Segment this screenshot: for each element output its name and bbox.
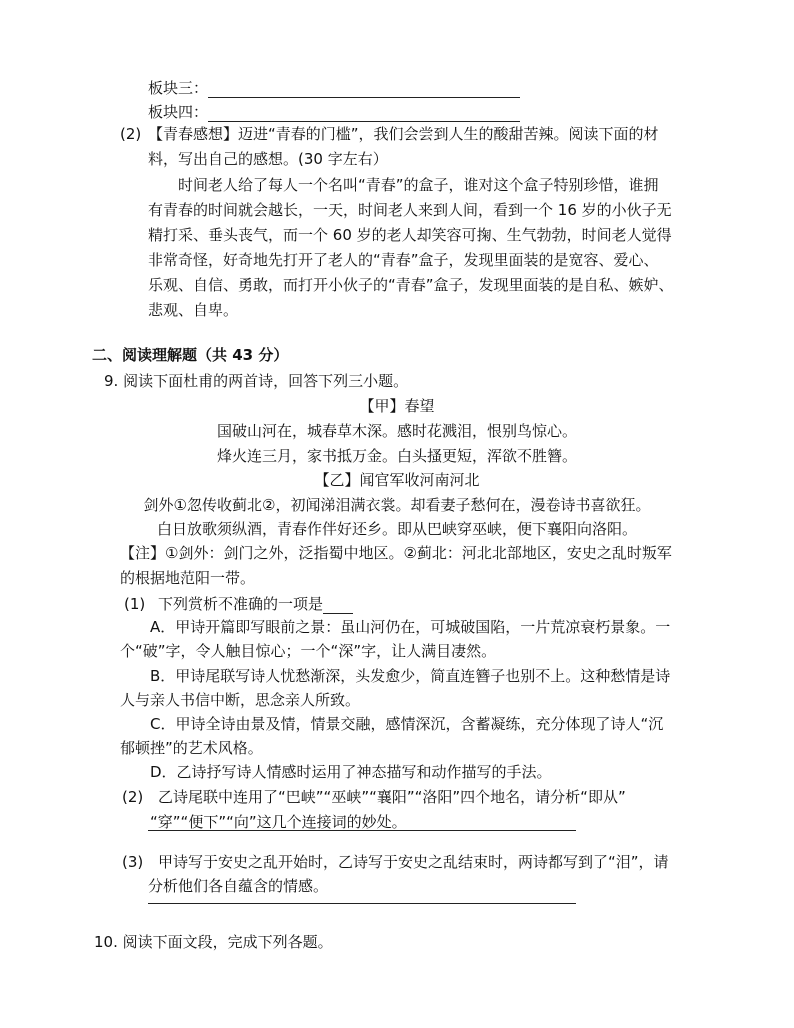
block3-label: 板块三： [148,79,209,97]
sub1-number: (1) [124,595,146,613]
passage-line: 非常奇怪，好奇地先打开了老人的“青春”盒子，发现里面装的是宽容、爱心、 [148,251,659,269]
passage-line: 时间老人给了每人一个名叫“青春”的盒子，谁对这个盒子特别珍惜，谁拥 [178,176,659,194]
poem2-title: 【乙】闻官军收河南河北 [314,471,480,489]
poem1-line: 烽火连三月，家书抵万金。白头搔更短，浑欲不胜簪。 [216,447,577,465]
poem2-line: 白日放歌须纵酒，青春作伴好还乡。即从巴峡穿巫峡，便下襄阳向洛阳。 [156,520,637,538]
q2-prompt-line1: 【青春感想】迈进“青春的门槛”，我们会尝到人生的酸甜苦辣。阅读下面的材 [148,125,659,143]
option-b-line2: 人与亲人书信中断，思念亲人所致。 [120,691,361,709]
sub3-prompt-line1: 甲诗写于安史之乱开始时，乙诗写于安史之乱结束时，两诗都写到了“泪”，请 [158,853,669,871]
q2-prompt-line2: 料，写出自己的感想。(30 字左右） [148,150,388,168]
option-a-line2: 个“破”字，令人触目惊心；一个“深”字，让人满目凄然。 [120,642,497,660]
poem1-line: 国破山河在，城春草木深。感时花溅泪，恨别鸟惊心。 [216,422,577,440]
option-b-line1: B．甲诗尾联写诗人忧愁渐深，头发愈少，简直连簪子也别不上。这种愁情是诗 [150,667,671,685]
poem1-title: 【甲】春望 [359,397,435,415]
passage-line: 有青春的时间就会越长，一天，时间老人来到人间，看到一个 16 岁的小伙子无 [148,201,672,219]
sub3-prompt-line2: 分析他们各自蕴含的情感。 [148,877,329,895]
q9-intro: 9. 阅读下面杜甫的两首诗，回答下列三小题。 [104,372,409,390]
poem2-line: 剑外①忽传收蓟北②，初闻涕泪满衣裳。却看妻子愁何在，漫卷诗书喜欲狂。 [143,496,651,514]
option-c-line2: 郁顿挫”的艺术风格。 [120,739,263,757]
sub2-number: (2) [122,788,144,806]
option-a-line1: A．甲诗开篇即写眼前之景：虽山河仍在，可城破国陷，一片荒凉衰朽景象。一 [150,618,671,636]
sub1-prompt: 下列赏析不准确的一项是 [158,595,324,613]
sub3-answer-line[interactable] [148,903,576,904]
block4-answer-blank[interactable] [208,107,520,122]
block3-row [148,78,520,98]
block4-label: 板块四： [148,103,209,121]
sub1-row [158,594,353,614]
q2-number: (2) [120,125,142,143]
passage-line: 乐观、自信、勇敢，而打开小伙子的“青春”盒子，发现里面装的是自私、嫉妒、 [148,276,674,294]
sub1-answer-blank[interactable] [323,599,353,614]
passage-line: 悲观、自卑。 [148,301,239,319]
q10-intro: 10. 阅读下面文段，完成下列各题。 [94,933,333,951]
section-heading: 二、阅读理解题（共 43 分） [92,346,289,364]
sub2-prompt-line2: “穿”“便下”“向”这几个连接词的妙处。 [150,813,407,831]
option-c-line1: C．甲诗全诗由景及情，情景交融，感情深沉，含蓄凝练，充分体现了诗人“沉 [150,715,664,733]
passage-line: 精打采、垂头丧气，而一个 60 岁的老人却笑容可掬、生气勃勃，时间老人觉得 [148,226,672,244]
sub2-prompt-line1: 乙诗尾联中连用了“巴峡”“巫峡”“襄阳”“洛阳”四个地名，请分析“即从” [158,788,626,806]
sub3-number: (3) [122,853,144,871]
option-d: D．乙诗抒写诗人情感时运用了神态描写和动作描写的手法。 [150,763,552,781]
note-line2: 的根据地范阳一带。 [120,569,256,587]
note-line1: 【注】①剑外：剑门之外，泛指蜀中地区。②蓟北：河北北部地区，安史之乱时叛军 [120,544,672,562]
block3-answer-blank[interactable] [208,83,520,98]
block4-row [148,102,520,122]
sub2-answer-line[interactable] [148,830,576,831]
